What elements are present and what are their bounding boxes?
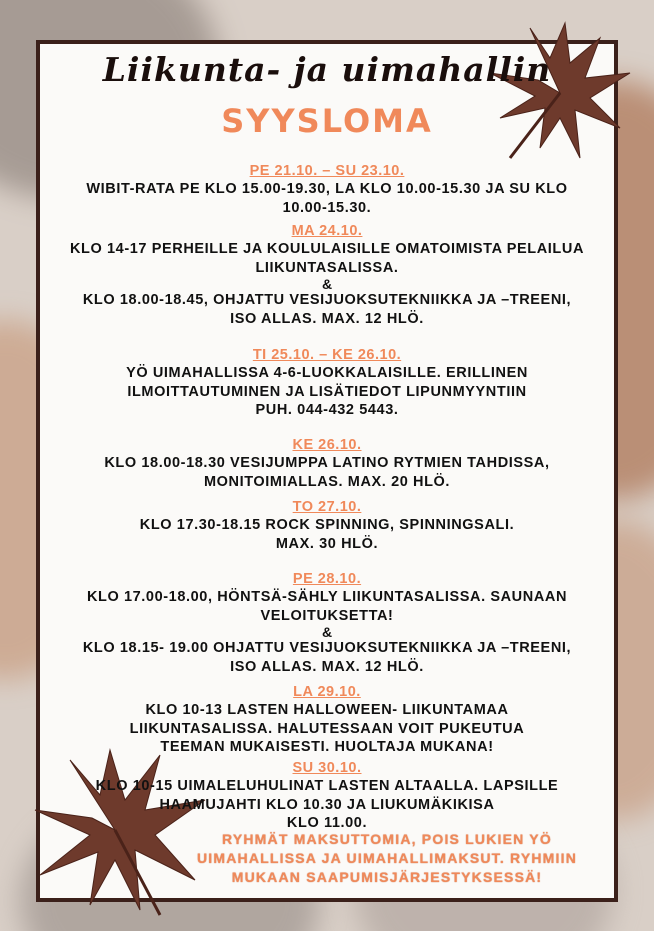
event-line: 10.00-15.30.: [282, 199, 372, 216]
event-section: [46, 162, 608, 217]
event-date: SU 30.10.: [292, 760, 362, 776]
ampersand: &: [321, 276, 333, 292]
event-line: HAAMUJAHTI KLO 10.30 JA LIUKUMÄKIKISA: [159, 796, 495, 813]
event-date: TO 27.10.: [292, 499, 362, 515]
event-line: KLO 11.00.: [286, 815, 368, 831]
event-line: KLO 17.00-18.00, HÖNTSÄ-SÄHLY LIIKUNTASALISSA. SAUNAAN: [86, 589, 568, 605]
event-date: KE 26.10.: [292, 437, 362, 453]
event-line: KLO 18.15- 19.00 OHJATTU VESIJUOKSUTEKNIIKKA JA –TREENI,: [82, 640, 572, 656]
event-section: [46, 222, 608, 328]
event-line: KLO 18.00-18.30 VESIJUMPPA LATINO RYTMIEN TAHDISSA,: [104, 455, 550, 471]
event-section: [46, 346, 608, 420]
footer-line: RYHMÄT MAKSUTTOMIA, POIS LUKIEN YÖ: [222, 831, 552, 847]
event-line: ILMOITTAUTUMINEN JA LISÄTIEDOT LIPUNMYYNTIIN: [127, 383, 527, 400]
footer-note: [186, 830, 588, 887]
event-line: ISO ALLAS. MAX. 12 HLÖ.: [230, 310, 424, 327]
event-date: MA 24.10.: [291, 223, 363, 239]
event-section: [46, 498, 608, 553]
event-line: KLO 14-17 PERHEILLE JA KOULULAISILLE OMATOIMISTA PELAILUA: [69, 241, 585, 257]
event-date: PE 21.10. – SU 23.10.: [249, 163, 405, 179]
event-line: YÖ UIMAHALLISSA 4-6-LUOKKALAISILLE. ERILLINEN: [126, 365, 528, 381]
event-date: LA 29.10.: [293, 684, 361, 700]
event-date: PE 28.10.: [292, 571, 362, 587]
event-section: [46, 436, 608, 491]
event-line: LIIKUNTASALISSA.: [255, 259, 399, 276]
event-line: KLO 10-15 UIMALELUHULINAT LASTEN ALTAALLA. LAPSILLE: [95, 778, 559, 794]
event-line: WIBIT-RATA PE KLO 15.00-19.30, LA KLO 10.00-15.30 JA SU KLO: [86, 181, 568, 197]
page-title: SYYSLOMA: [221, 102, 433, 140]
ampersand: &: [321, 624, 333, 640]
footer-line: UIMAHALLISSA JA UIMAHALLIMAKSUT. RYHMIIN: [196, 850, 578, 866]
event-line: KLO 10-13 LASTEN HALLOWEEN- LIIKUNTAMAA: [145, 702, 509, 718]
event-line: ISO ALLAS. MAX. 12 HLÖ.: [230, 658, 424, 675]
event-section: [46, 683, 608, 757]
event-line: LIIKUNTASALISSA. HALUTESSAAN VOIT PUKEUTUA: [129, 720, 525, 737]
script-title: Liikunta- ja uimahallin: [102, 50, 552, 89]
event-line: VELOITUKSETTA!: [260, 607, 394, 624]
event-line: KLO 17.30-18.15 ROCK SPINNING, SPINNINGSALI.: [139, 517, 515, 533]
event-line: MAX. 30 HLÖ.: [275, 535, 379, 552]
event-section: [46, 570, 608, 676]
footer-line: MUKAAN SAAPUMISJÄRJESTYKSESSÄ!: [231, 869, 543, 885]
event-line: TEEMAN MUKAISESTI. HUOLTAJA MUKANA!: [160, 739, 494, 755]
event-section: [46, 759, 608, 833]
event-line: MONITOIMIALLAS. MAX. 20 HLÖ.: [203, 473, 451, 490]
event-date: TI 25.10. – KE 26.10.: [252, 347, 402, 363]
poster-content: [36, 40, 618, 902]
event-line: KLO 18.00-18.45, OHJATTU VESIJUOKSUTEKNIIKKA JA –TREENI,: [82, 292, 572, 308]
event-line: PUH. 044-432 5443.: [255, 402, 399, 418]
